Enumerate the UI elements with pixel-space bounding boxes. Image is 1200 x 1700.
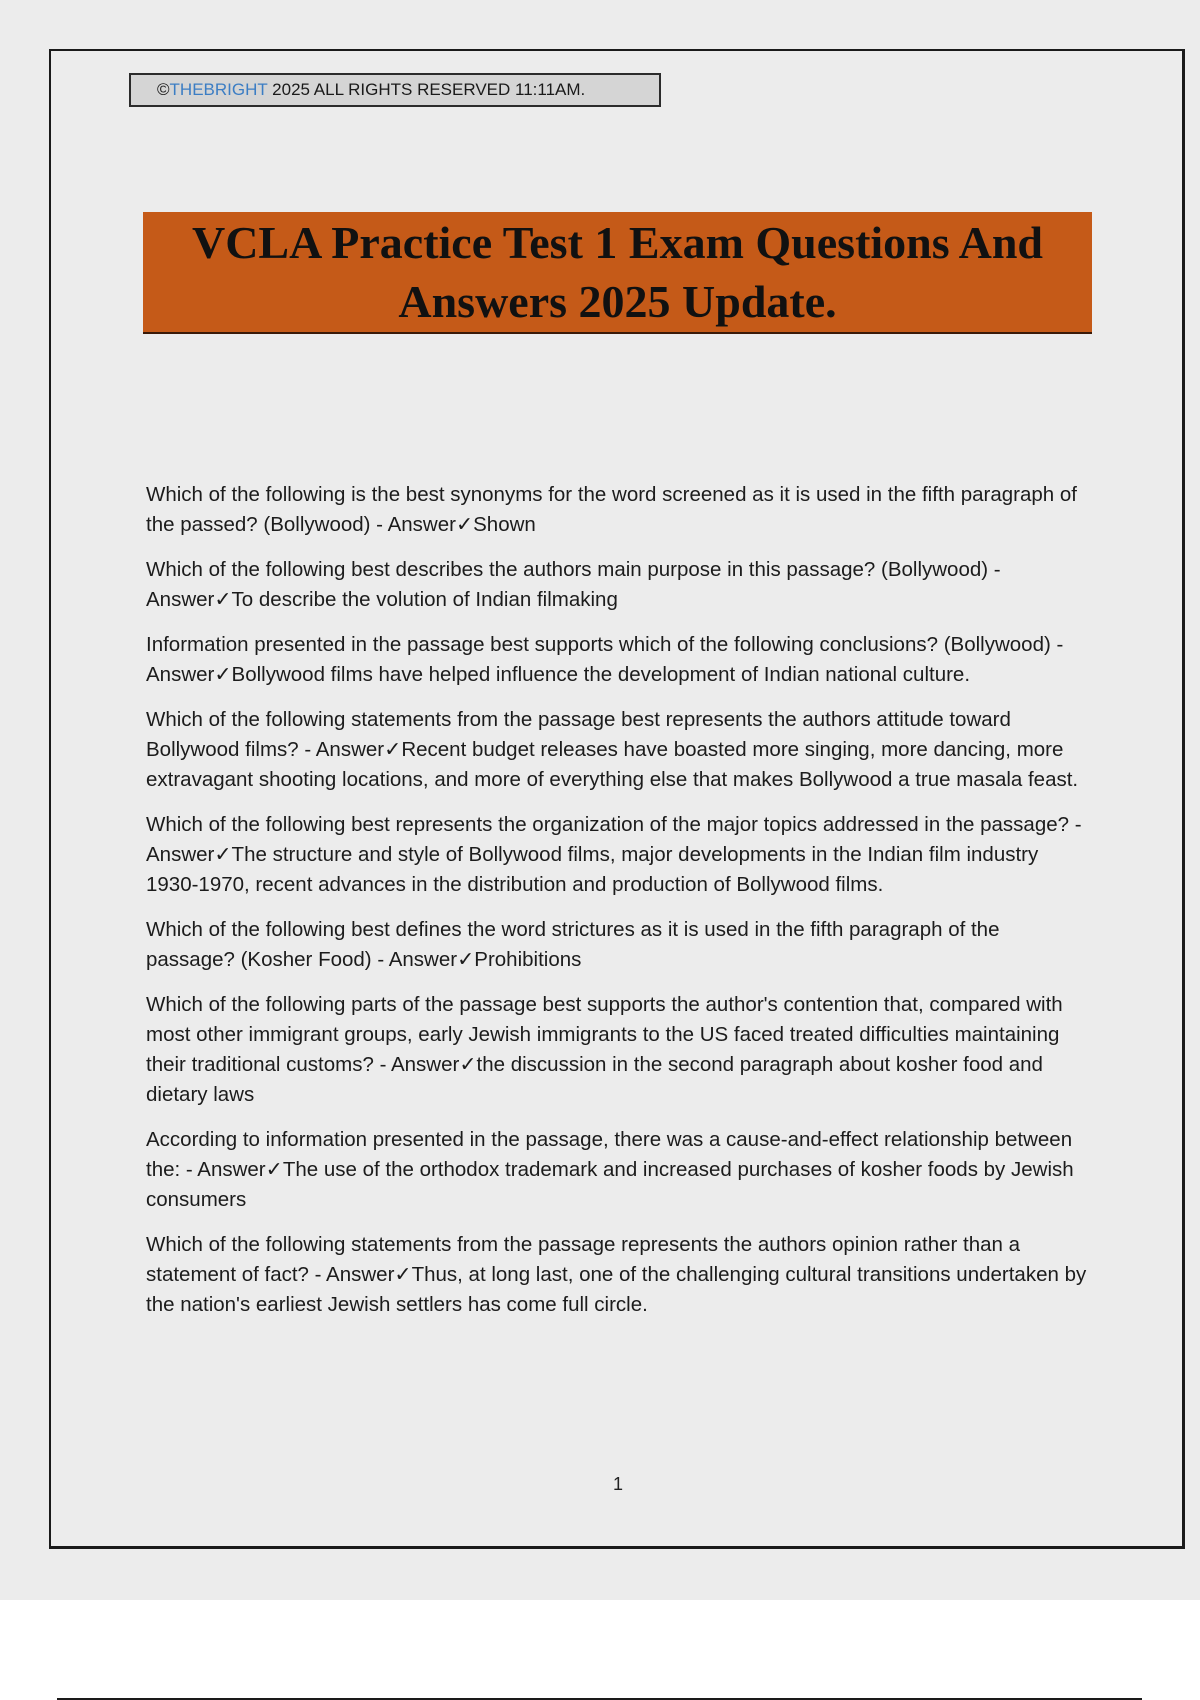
answer-text: Thus, at long last, one of the challenging cultural transitions undertaken by the nation's earliest Jewish settlers has come full circle. bbox=[146, 1263, 1087, 1316]
qa-item bbox=[146, 705, 1091, 795]
check-icon: ✓ bbox=[459, 1053, 477, 1076]
answer-text: Recent budget releases have boasted more singing, more dancing, more extravagant shooting locations, and more of everything else that makes Bollywood a true masala feast. bbox=[146, 738, 1079, 791]
qa-item bbox=[146, 480, 1091, 540]
question-text: Which of the following best defines the word strictures as it is used in the fifth paragraph of the passage? (Kosher Food) - Answer bbox=[146, 918, 1000, 971]
question-text: Information presented in the passage best supports which of the following conclusions? (Bollywood) - Answer bbox=[146, 633, 1064, 686]
qa-item bbox=[146, 1125, 1091, 1215]
answer-text: The structure and style of Bollywood films, major developments in the Indian film industry 1930-1970, recent advances in the distribution and production of Bollywood films. bbox=[146, 843, 1039, 896]
qa-item bbox=[146, 555, 1091, 615]
check-icon: ✓ bbox=[214, 663, 232, 686]
question-text: Which of the following statements from the passage represents the authors opinion rather than a statement of fact? - Answer bbox=[146, 1233, 1021, 1286]
check-icon: ✓ bbox=[394, 1263, 412, 1286]
copyright-text: 2025 ALL RIGHTS RESERVED 11:11AM. bbox=[267, 80, 586, 99]
qa-item bbox=[146, 1230, 1091, 1320]
answer-text: To describe the volution of Indian filmaking bbox=[231, 588, 618, 611]
check-icon: ✓ bbox=[457, 948, 475, 971]
qa-item bbox=[146, 915, 1091, 975]
answer-text: Shown bbox=[473, 513, 536, 536]
answer-text: The use of the orthodox trademark and increased purchases of kosher foods by Jewish consumers bbox=[146, 1158, 1074, 1211]
answer-text: Bollywood films have helped influence the development of Indian national culture. bbox=[231, 663, 971, 686]
qa-item bbox=[146, 630, 1091, 690]
qa-item bbox=[146, 810, 1091, 900]
question-text: According to information presented in the passage, there was a cause-and-effect relationship between the: - Answer bbox=[146, 1128, 1073, 1181]
answer-text: the discussion in the second paragraph about kosher food and dietary laws bbox=[146, 1053, 1043, 1106]
check-icon: ✓ bbox=[384, 738, 402, 761]
qa-item bbox=[146, 990, 1091, 1110]
question-text: Which of the following best describes the authors main purpose in this passage? (Bollywood) - Answer bbox=[146, 558, 1001, 611]
check-icon: ✓ bbox=[214, 588, 232, 611]
question-text: Which of the following parts of the passage best supports the author's contention that, compared with most other immigrant groups, early Jewish immigrants to the US faced treated difficulties maintaining their traditional customs? - Answer bbox=[146, 993, 1063, 1076]
document-title: VCLA Practice Test 1 Exam Questions And Answers 2025 Update. bbox=[191, 217, 1044, 327]
check-icon: ✓ bbox=[265, 1158, 283, 1181]
check-icon: ✓ bbox=[455, 513, 474, 536]
page-number: 1 bbox=[612, 1474, 623, 1494]
title-banner bbox=[143, 212, 1092, 334]
question-text: Which of the following best represents the organization of the major topics addressed in the passage? - Answer bbox=[146, 813, 1082, 866]
copyright-header bbox=[129, 73, 661, 107]
check-icon: ✓ bbox=[214, 843, 232, 866]
qa-list bbox=[146, 480, 1091, 1335]
question-text: Which of the following statements from the passage best represents the authors attitude toward Bollywood films? - Answer bbox=[146, 708, 1011, 761]
copyright-symbol: © bbox=[157, 80, 170, 99]
brand-name: THEBRIGHT bbox=[169, 80, 268, 99]
question-text: Which of the following is the best synonyms for the word screened as it is used in the fifth paragraph of the passed? (Bollywood) - Answer bbox=[146, 483, 1077, 536]
answer-text: Prohibitions bbox=[474, 948, 582, 971]
